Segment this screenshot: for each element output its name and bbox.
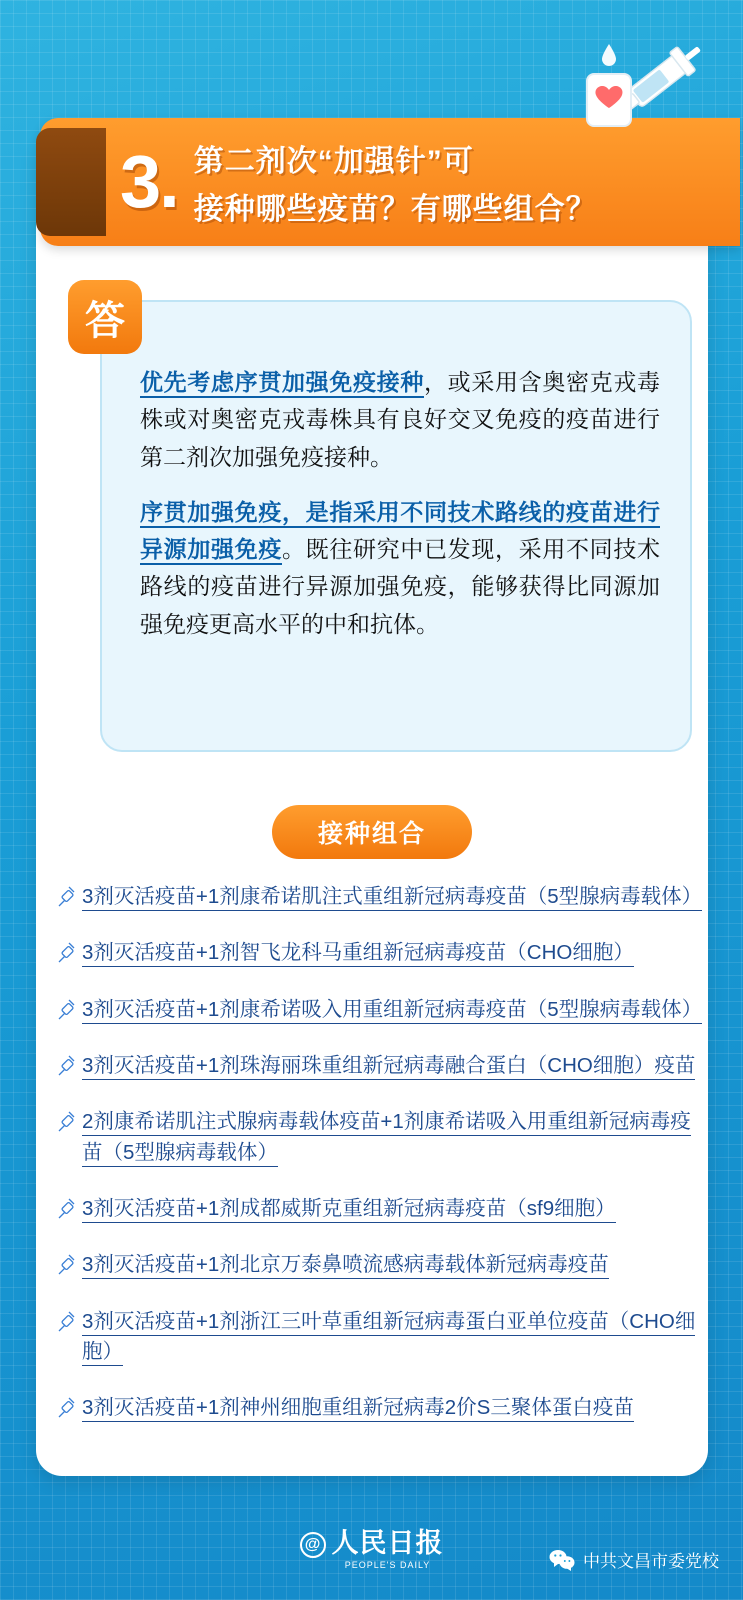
list-item [56,1051,696,1081]
list-item [56,1194,696,1224]
question-line-2: 接种哪些疫苗？有哪些组合？ [193,193,597,226]
combination-item-text: 3剂灭活疫苗+1剂成都威斯克重组新冠病毒疫苗（sf9细胞） [82,1197,616,1223]
syringe-icon [56,1110,76,1134]
list-item [56,995,703,1025]
at-icon: @ [300,1532,326,1558]
logo-english: PEOPLE'S DAILY [344,1559,431,1570]
question-text [194,136,597,228]
combination-item-text: 3剂灭活疫苗+1剂康希诺肌注式重组新冠病毒疫苗（5型腺病毒载体） [82,885,702,911]
syringe-icon [56,1197,76,1221]
combination-item-text: 3剂灭活疫苗+1剂智飞龙科马重组新冠病毒疫苗（CHO细胞） [82,941,634,967]
wechat-credit [549,1547,719,1572]
syringe-icon [56,941,76,965]
syringe-icon [56,1310,76,1334]
wechat-icon [549,1549,575,1571]
answer-highlight-2: 序贯加强免疫，是指采用不同技术路线的疫苗进行异源加强免疫 [140,499,660,565]
list-item [56,938,696,968]
answer-paragraph-2 [140,494,660,643]
peoples-daily-logo [300,1521,444,1570]
syringe-icon [56,1396,76,1420]
syringe-icon [56,1054,76,1078]
list-item [56,1393,696,1423]
combination-list [56,882,703,1450]
list-item [56,1307,696,1368]
list-item [56,1107,696,1168]
answer-paragraph-1 [140,364,660,476]
footer [0,1490,743,1600]
syringe-icon [56,998,76,1022]
syringe-icon [585,28,715,138]
answer-highlight-1: 优先考虑序贯加强免疫接种 [140,369,424,398]
answer-badge: 答 [68,280,142,354]
combination-item-text: 3剂灭活疫苗+1剂浙江三叶草重组新冠病毒蛋白亚单位疫苗（CHO细胞） [82,1310,695,1366]
answer-rest-1: ，或采用含奥密克戎毒株或对奥密克戎毒株具有良好交叉免疫的疫苗进行第二剂次加强免疫接种。 [140,369,661,470]
combination-title-pill: 接种组合 [272,805,472,859]
combination-item-text: 3剂灭活疫苗+1剂神州细胞重组新冠病毒2价S三聚体蛋白疫苗 [82,1396,634,1422]
answer-panel [100,300,692,752]
list-item [56,882,703,912]
question-line-1: 第二剂次“加强针”可 [193,145,474,178]
question-number: 3. [120,140,178,223]
wechat-label: 中共文昌市委党校 [583,1552,719,1571]
combination-item-text: 3剂灭活疫苗+1剂珠海丽珠重组新冠病毒融合蛋白（CHO细胞）疫苗 [82,1054,695,1080]
answer-rest-2: 。既往研究中已发现，采用不同技术路线的疫苗进行异源加强免疫，能够获得比同源加强免疫更高水平的中和抗体。 [140,536,661,637]
list-item [56,1250,696,1280]
combination-item-text: 3剂灭活疫苗+1剂北京万泰鼻喷流感病毒载体新冠病毒疫苗 [82,1253,609,1279]
syringe-icon [56,885,76,909]
logo-chinese: 人民日报 [331,1527,444,1558]
combination-item-text: 2剂康希诺肌注式腺病毒载体疫苗+1剂康希诺吸入用重组新冠病毒疫苗（5型腺病毒载体） [82,1110,691,1166]
combination-item-text: 3剂灭活疫苗+1剂康希诺吸入用重组新冠病毒疫苗（5型腺病毒载体） [82,998,702,1024]
syringe-icon [56,1253,76,1277]
